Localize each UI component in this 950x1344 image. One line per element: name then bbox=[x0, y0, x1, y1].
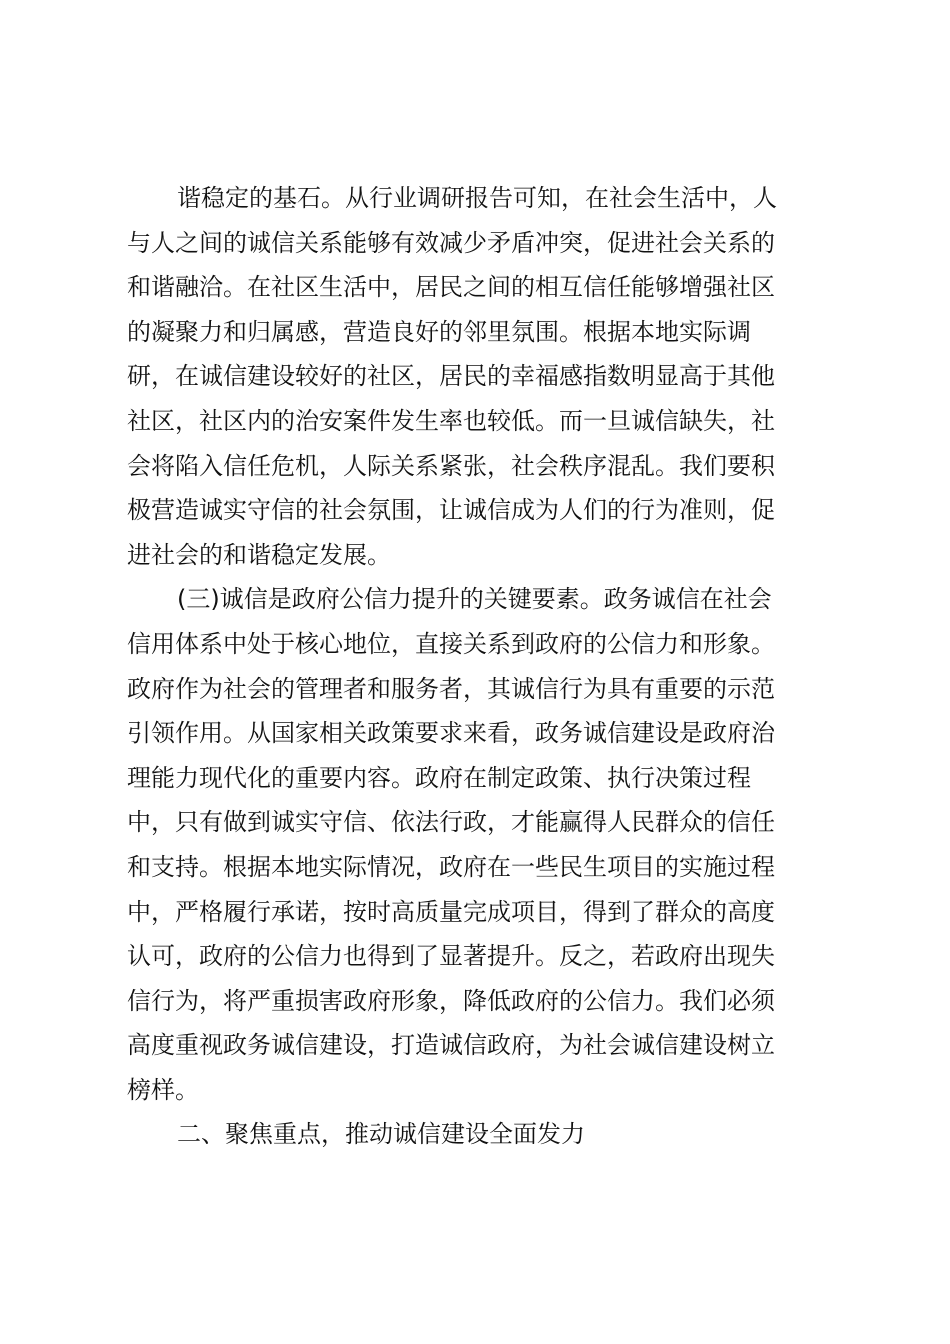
paragraph-line: 会将陷入信任危机，人际关系紧张，社会秩序混乱。我们要积 bbox=[127, 451, 775, 480]
paragraph-line: 的凝聚力和归属感，营造良好的邻里氛围。根据本地实际调 bbox=[127, 317, 751, 346]
paragraph-line: 与人之间的诚信关系能够有效减少矛盾冲突，促进社会关系的 bbox=[127, 228, 775, 257]
section-heading: 二、聚焦重点，推动诚信建设全面发力 bbox=[177, 1120, 585, 1149]
paragraph-line: (三)诚信是政府公信力提升的关键要素。政务诚信在社会 bbox=[177, 585, 772, 614]
paragraph-line: 社区，社区内的治安案件发生率也较低。而一旦诚信缺失，社 bbox=[127, 406, 775, 435]
paragraph-line: 和谐融洽。在社区生活中，居民之间的相互信任能够增强社区 bbox=[127, 273, 775, 302]
paragraph-line: 榜样。 bbox=[127, 1075, 199, 1104]
paragraph-line: 中，只有做到诚实守信、依法行政，才能赢得人民群众的信任 bbox=[127, 808, 775, 837]
paragraph-line: 信用体系中处于核心地位，直接关系到政府的公信力和形象。 bbox=[127, 629, 775, 658]
paragraph-line: 政府作为社会的管理者和服务者，其诚信行为具有重要的示范 bbox=[127, 674, 775, 703]
paragraph-line: 高度重视政务诚信建设，打造诚信政府，为社会诚信建设树立 bbox=[127, 1031, 775, 1060]
paragraph-line: 研，在诚信建设较好的社区，居民的幸福感指数明显高于其他 bbox=[127, 362, 775, 391]
paragraph-line: 谐稳定的基石。从行业调研报告可知，在社会生活中，人 bbox=[177, 184, 777, 212]
paragraph-line: 理能力现代化的重要内容。政府在制定政策、执行决策过程 bbox=[127, 763, 751, 792]
paragraph-line: 信行为，将严重损害政府形象，降低政府的公信力。我们必须 bbox=[127, 986, 775, 1015]
paragraph-line: 认可，政府的公信力也得到了显著提升。反之，若政府出现失 bbox=[127, 942, 775, 971]
paragraph-line: 进社会的和谐稳定发展。 bbox=[127, 540, 391, 569]
paragraph-line: 引领作用。从国家相关政策要求来看，政务诚信建设是政府治 bbox=[127, 719, 775, 748]
paragraph-line: 和支持。根据本地实际情况，政府在一些民生项目的实施过程 bbox=[127, 852, 775, 881]
paragraph-line: 极营造诚实守信的社会氛围，让诚信成为人们的行为准则，促 bbox=[127, 496, 775, 525]
document-body bbox=[127, 176, 819, 1157]
paragraph-line: 中，严格履行承诺，按时高质量完成项目，得到了群众的高度 bbox=[127, 897, 775, 926]
